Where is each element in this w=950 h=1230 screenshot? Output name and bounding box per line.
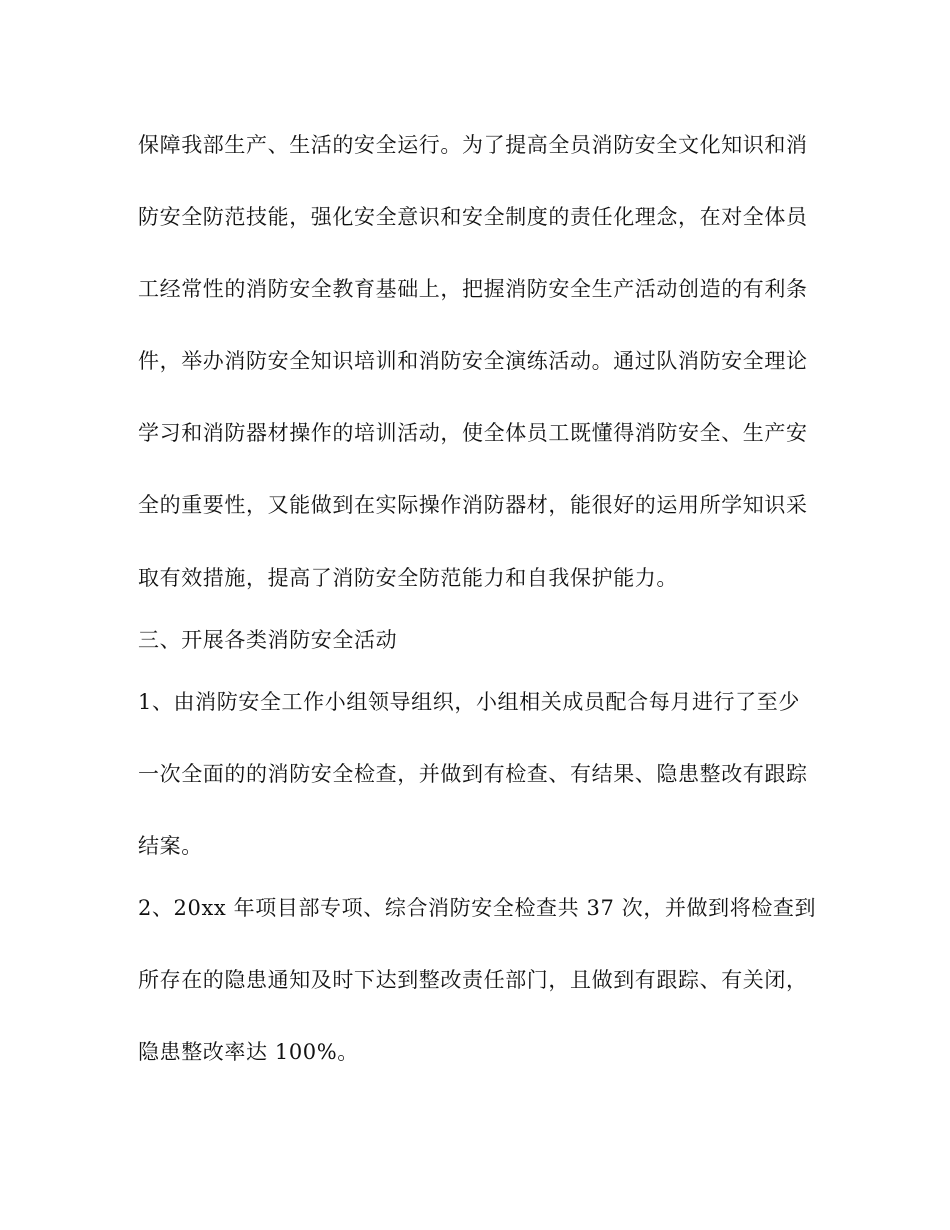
paragraph-line: 学习和消防器材操作的培训活动，使全体员工既懂得消防安全、生产安 bbox=[138, 421, 808, 445]
list-item-line: 隐患整改率达 100%。 bbox=[138, 1040, 359, 1064]
paragraph-line: 全的重要性，又能做到在实际操作消防器材，能很好的运用所学知识采 bbox=[138, 493, 808, 517]
paragraph-line: 工经常性的消防安全教育基础上，把握消防安全生产活动创造的有利条 bbox=[138, 277, 808, 301]
list-item-line: 所存在的隐患通知及时下达到整改责任部门，且做到有跟踪、有关闭， bbox=[138, 968, 808, 992]
paragraph-line: 保障我部生产、生活的安全运行。为了提高全员消防安全文化知识和消 bbox=[138, 133, 808, 157]
list-item-line: 一次全面的的消防安全检查，并做到有检查、有结果、隐患整改有跟踪 bbox=[138, 762, 808, 786]
section-heading: 三、开展各类消防安全活动 bbox=[138, 628, 398, 652]
paragraph-line: 防安全防范技能，强化安全意识和安全制度的责任化理念，在对全体员 bbox=[138, 205, 808, 229]
list-item-line: 2、20xx 年项目部专项、综合消防安全检查共 37 次，并做到将检查到 bbox=[138, 896, 817, 920]
list-item-line: 结案。 bbox=[138, 834, 203, 858]
list-item-line: 1、由消防安全工作小组领导组织，小组相关成员配合每月进行了至少 bbox=[138, 690, 800, 714]
paragraph-line: 取有效措施，提高了消防安全防范能力和自我保护能力。 bbox=[138, 566, 678, 590]
paragraph-line: 件，举办消防安全知识培训和消防安全演练活动。通过队消防安全理论 bbox=[138, 349, 808, 373]
